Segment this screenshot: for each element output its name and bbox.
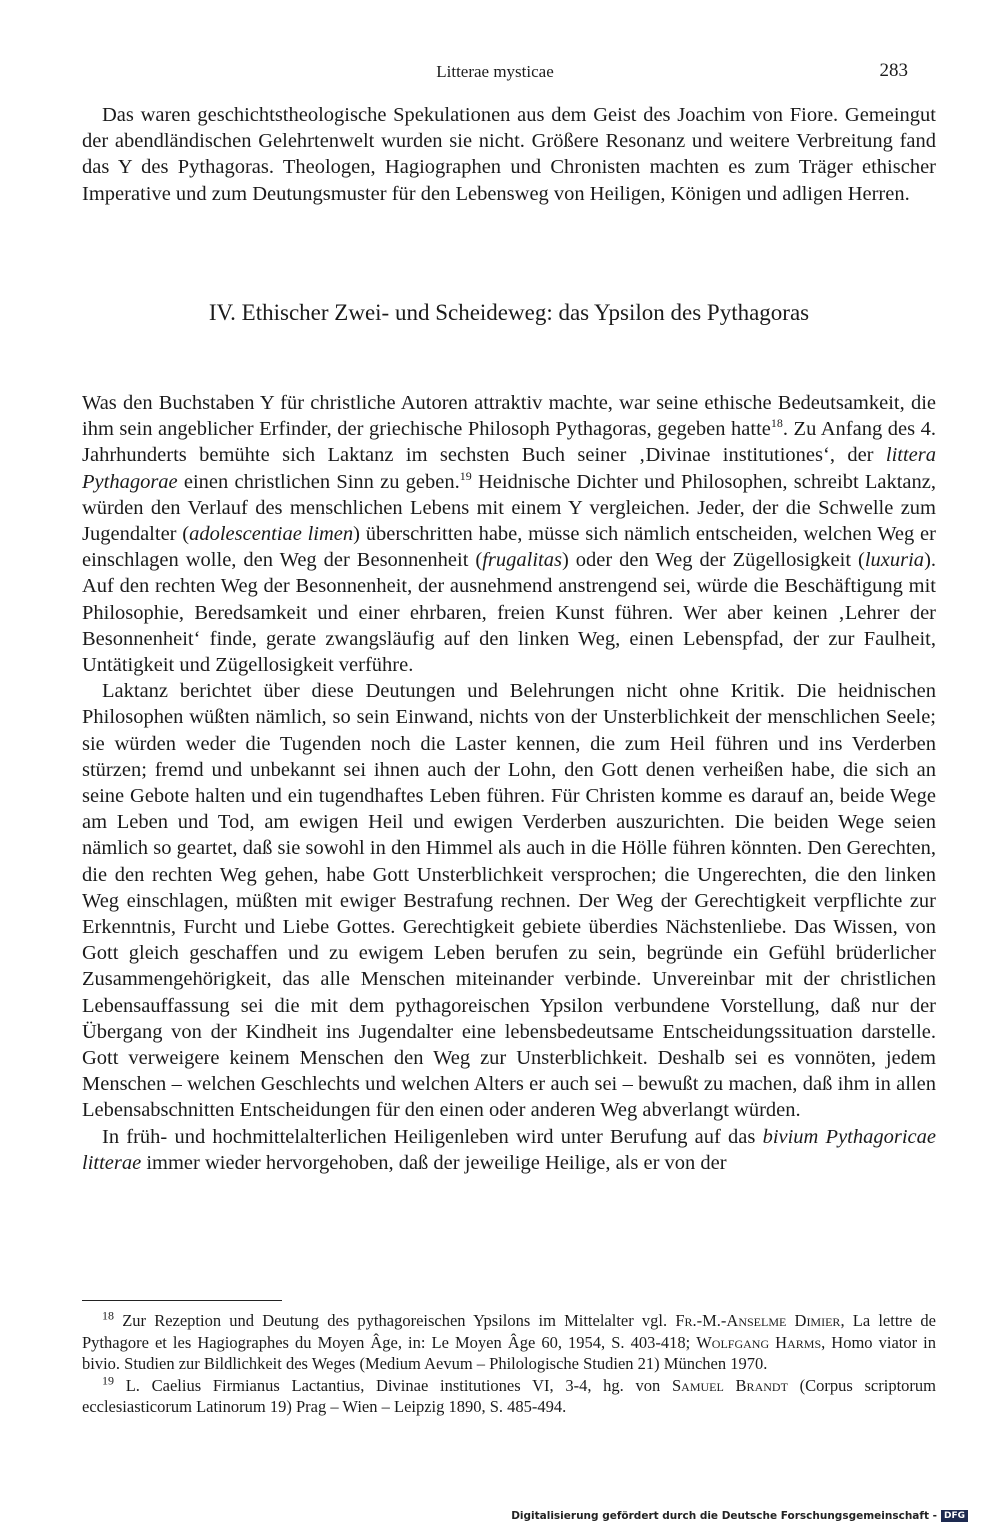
running-title: Litterae mysticae — [436, 62, 554, 81]
paragraph-3 — [82, 1124, 936, 1176]
intro-paragraph: Das waren geschichtstheologische Spekulationen aus dem Geist des Joachim von Fiore. Gemeingut der abendländischen Gelehrtenwelt wurden sie nicht. Größere Resonanz und weitere Verbreitung fand das Y des Pythagoras. Theologen, Hagiographen und Chronisten machten es zum Träger ethischer Imperative und zum Deutungsmuster für den Lebensweg von Heiligen, Königen und adligen Herren. — [82, 104, 936, 205]
text-run: Heidnische Dichter und Philosophen, schreibt Laktanz, würden den Verlauf des menschlichen Lebens mit einem Y vergleichen. Jeder, der die Schwelle zum Jugendalter ( — [82, 470, 937, 546]
text-run: ). Auf den rechten Weg der Besonnenheit, der ausnehmend anstrengend sei, würde die Beschäftigung mit Philosophie, Beredsamkeit und einer ehrbaren, freien Kunst führen. Wer aber keinen ‚Lehrer der Besonnenheit‘ finde, gerate zwangsläufig auf den linken Weg, einen Lebenspfad, der zur Faulheit, Untätigkeit und Zügellosigkeit verführe. — [82, 549, 937, 677]
footnotes — [82, 1310, 936, 1418]
paragraph-2: Laktanz berichtet über diese Deutungen und Belehrungen nicht ohne Kritik. Die heidnischen Philosophen wüßten nämlich, so sein Einwand, nichts von der Unsterblichkeit der menschlichen Seele; sie würden weder die Tugenden noch die Laster kennen, die zum Heil führen und ins Verderben stürzen; fremd und unbekannt sei ihnen auch der Lohn, den Gott denen verheißen habe, die sich an seine Gebote halten und ein tugendhaftes Leben führen. Für Christen komme es darauf an, beide Wege am Leben und Tod, am ewigen Heil und ewigen Verderben auszurichten. Die beiden Wege seien nämlich so geartet, daß sie sowohl in den Himmel als auch in die Hölle führen könnten. Den Gerechten, die den rechten Weg gehen, habe Gott Unsterblichkeit versprochen; die Ungerechten, die den linken Weg einschlagen, müßten mit ewiger Bestrafung rechnen. Der Weg der Gerechtigkeit verpflichte zur Erkenntnis, Furcht und Liebe Gottes. Gerechtigkeit gebiete überdies Nächstenliebe. Das Wissen, von Gott gleich geschaffen und zu ewigem Leben berufen zu sein, begründe ein Gefühl brüderlicher Zusammengehörigkeit, das alle Menschen miteinander verbinde. Unvereinbar mit der christlichen Lebensauffassung sei die mit dem pythagoreischen Ypsilon verbundene Vorstellung, daß nur der Übergang von der Kindheit ins Jugendalter eine lebensbedeutsame Entscheidungssituation darstelle. Gott verweigere keinem Menschen den Weg zur Unsterblichkeit. Deshalb sei es vonnöten, jedem Menschen – welchen Geschlechts und welchen Alters er auch sei – bewußt zu machen, daß ihm in allen Lebensabschnitten Entscheidungen für den einen oder anderen Weg abverlangt würden. — [82, 680, 936, 1122]
author-name: Samuel Brandt — [672, 1375, 788, 1395]
footnote-18 — [82, 1310, 936, 1375]
text-run: ) oder den Weg der Zügellosigkeit ( — [561, 549, 865, 572]
main-text — [82, 390, 936, 1176]
text-run: ) überschritten habe, müsse sich nämlich entscheiden, welchen Weg er einschlagen wolle, den Weg der Besonnenheit ( — [82, 523, 936, 572]
footnote-rule — [82, 1300, 282, 1301]
footnote-ref-18: 18 — [770, 416, 783, 431]
section-heading: IV. Ethischer Zwei- und Scheideweg: das Ypsilon des Pythagoras — [208, 300, 810, 325]
italic-term: luxuria — [864, 549, 925, 572]
footnote-number: 19 — [102, 1373, 114, 1387]
author-name: Wolfgang Harms — [696, 1332, 822, 1352]
text-run: einen christlichen Sinn zu geben. — [177, 470, 460, 493]
text-run: Zur Rezeption und Deutung des pythagoreischen Ypsilons im Mittelalter vgl. — [114, 1311, 676, 1330]
text-run: In früh- und hochmittelalterlichen Heiligenleben wird unter Berufung auf das — [102, 1125, 763, 1148]
running-head — [82, 60, 908, 86]
digitization-credit — [511, 1510, 968, 1522]
footnote-19 — [82, 1375, 936, 1418]
text-run: , La lettre de Pythagore et les Hagiographes du Moyen Âge, in: Le Moyen Âge 60, 1954, S. 403-418; — [82, 1311, 937, 1352]
text-run: . Zu Anfang des 4. Jahrhunderts bemühte sich Laktanz im sechsten Buch seiner ‚Divinae institutiones‘, der — [82, 418, 936, 467]
intro-text — [82, 102, 936, 207]
italic-term: bivium Pythagoricae litterae — [82, 1125, 936, 1174]
paragraph-1 — [82, 390, 936, 678]
dfg-logo: DFG — [941, 1510, 968, 1522]
text-run: , Homo viator in bivio. Studien zur Bildlichkeit des Weges (Medium Aevum – Philologische Studien 21) München 1970. — [82, 1332, 936, 1373]
text-run: L. Caelius Firmianus Lactantius, Divinae institutiones VI, 3-4, hg. von — [114, 1375, 672, 1395]
italic-term: frugalitas — [482, 549, 562, 572]
credit-text: Digitalisierung gefördert durch die Deutsche Forschungsgemeinschaft - — [511, 1510, 937, 1522]
italic-term: littera Pythagorae — [82, 444, 936, 493]
text-run: (Corpus scriptorum ecclesiasticorum Latinorum 19) Prag – Wien – Leipzig 1890, S. 485-494. — [82, 1375, 936, 1416]
page-number: 283 — [879, 60, 908, 81]
italic-term: adolescentiae limen — [189, 523, 354, 546]
footnote-ref-19: 19 — [459, 468, 472, 483]
text-run: Was den Buchstaben Y für christliche Autoren attraktiv machte, war seine ethische Bedeutsamkeit, die ihm sein angeblicher Erfinder, der griechische Philosoph Pythagoras, gegeben hatte — [82, 392, 936, 441]
author-name: Fr.-M.-Anselme Dimier — [675, 1311, 841, 1330]
footnote-number: 18 — [102, 1308, 114, 1323]
text-run: immer wieder hervorgehoben, daß der jeweilige Heilige, als er von der — [141, 1151, 727, 1174]
